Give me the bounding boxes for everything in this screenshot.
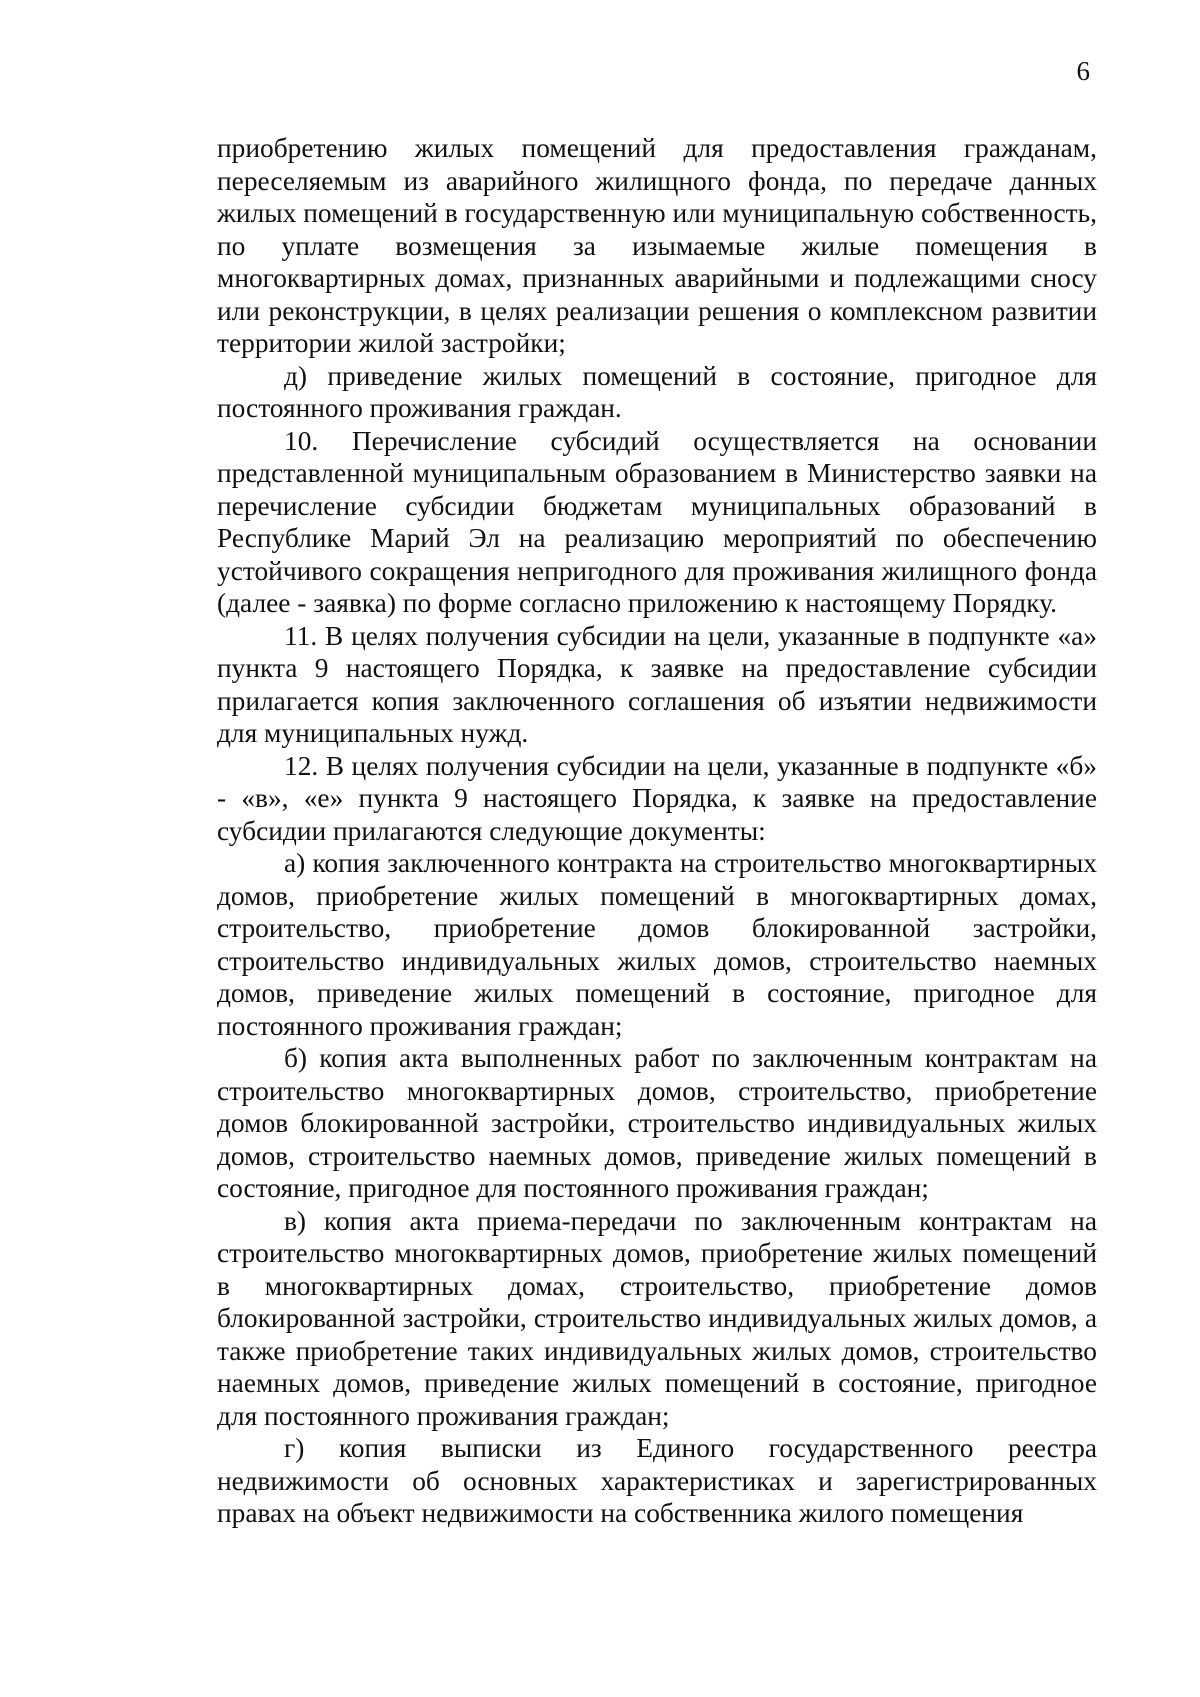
paragraph-12-item-a: а) копия заключенного контракта на строительство многоквартирных домов, приобретение жилых помещений в многоквартирных домах, строительство, приобретение домов блокированной застройки, строительство индивидуальных жилых домов, строительство наемных домов, приведение жилых помещений в состояние, пригодное для постоянного проживания граждан;	[217, 848, 1097, 1041]
paragraph-12-item-b: б) копия акта выполненных работ по заключенным контрактам на строительство многоквартирных домов, строительство, приобретение домов блокированной застройки, строительство индивидуальных жилых домов, строительство наемных домов, приведение жилых помещений в состояние, пригодное для постоянного проживания граждан;	[217, 1043, 1097, 1203]
paragraph-11: 11. В целях получения субсидии на цели, указанные в подпункте «а» пункта 9 настоящего Порядка, к заявке на предоставление субсидии прилагается копия заключенного соглашения об изъятии недвижимости для муниципальных нужд.	[217, 620, 1097, 748]
paragraph-item-d: д) приведение жилых помещений в состояние, пригодное для постоянного проживания граждан.	[217, 360, 1097, 423]
paragraph-12-item-g: г) копия выписки из Единого государственного реестра недвижимости об основных характеристиках и зарегистрированных правах на объект недвижимости на собственника жилого помещения	[217, 1433, 1097, 1528]
paragraph-10: 10. Перечисление субсидий осуществляется на основании представленной муниципальным образованием в Министерство заявки на перечисление субсидии бюджетам муниципальных образований в Республике Марий Эл на реализацию мероприятий по обеспечению устойчивого сокращения непригодного для проживания жилищного фонда (далее - заявка) по форме согласно приложению к настоящему Порядку.	[217, 425, 1097, 618]
document-body	[217, 132, 1097, 1530]
page-number: 6	[1076, 56, 1090, 86]
paragraph-continuation: приобретению жилых помещений для предоставления гражданам, переселяемым из аварийного жилищного фонда, по передаче данных жилых помещений в государственную или муниципальную собственность, по уплате возмещения за изымаемые жилые помещения в многоквартирных домах, признанных аварийными и подлежащими сносу или реконструкции, в целях реализации решения о комплексном развитии территории жилой застройки;	[217, 133, 1097, 358]
paragraph-12-item-v: в) копия акта приема-передачи по заключенным контрактам на строительство многоквартирных домов, приобретение жилых помещений в многоквартирных домах, строительство, приобретение домов блокированной застройки, строительство индивидуальных жилых домов, а также приобретение таких индивидуальных жилых домов, строительство наемных домов, приведение жилых помещений в состояние, пригодное для постоянного проживания граждан;	[217, 1205, 1097, 1431]
paragraph-12: 12. В целях получения субсидии на цели, указанные в подпункте «б» - «в», «е» пункта 9 настоящего Порядка, к заявке на предоставление субсидии прилагаются следующие документы:	[217, 750, 1097, 846]
